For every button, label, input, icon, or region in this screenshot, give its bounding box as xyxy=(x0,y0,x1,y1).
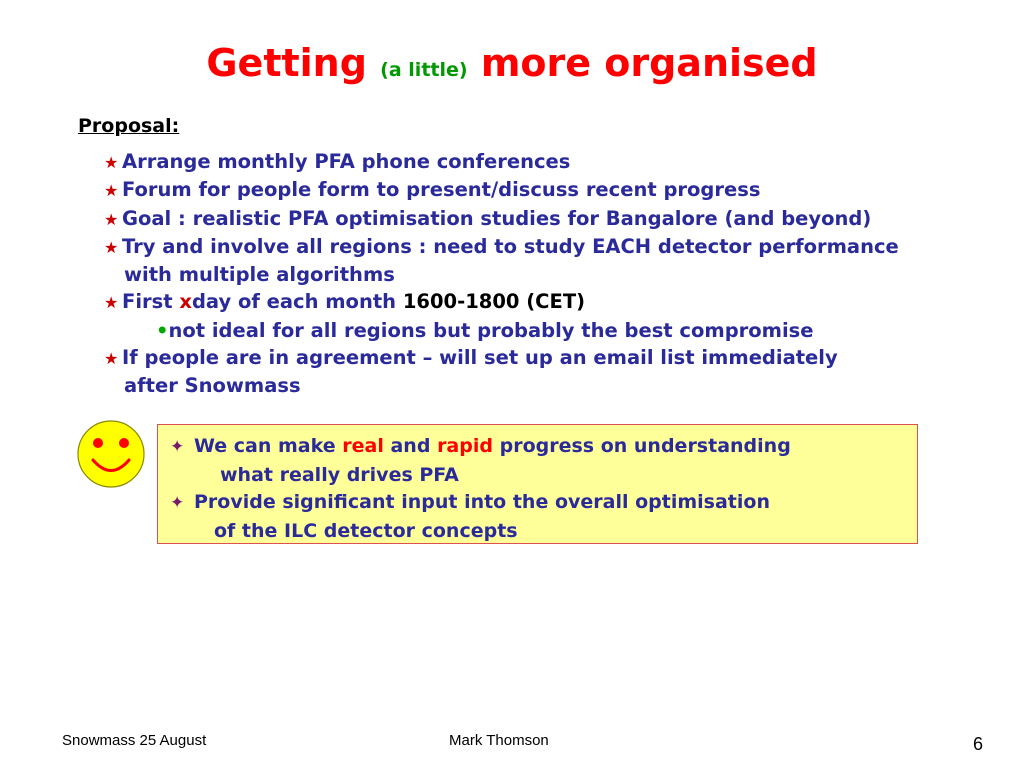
slide-title xyxy=(0,40,1024,93)
box-text: We can make xyxy=(194,435,336,457)
bullet-text: Forum for people form to present/discuss recent progress xyxy=(122,178,761,202)
footer-left: Snowmass 25 August xyxy=(62,732,207,749)
bullet-continuation: with multiple algorithms xyxy=(124,263,395,287)
bullet-text: Goal : realistic PFA optimisation studies for Bangalore (and beyond) xyxy=(122,206,872,230)
bullet-text: Arrange monthly PFA phone conferences xyxy=(122,150,571,173)
dot-icon: • xyxy=(156,318,169,342)
proposal-bullet-list xyxy=(104,148,1024,400)
box-item xyxy=(170,489,907,518)
box-text-rapid: rapid xyxy=(437,435,493,457)
star-icon: ★ xyxy=(104,181,119,201)
title-part1: Getting xyxy=(206,41,367,85)
star-icon: ★ xyxy=(104,237,119,257)
bullet-item xyxy=(104,148,1024,176)
box-continuation: what really drives PFA xyxy=(220,463,459,486)
box-item xyxy=(170,433,907,462)
slide-number: 6 xyxy=(973,734,984,754)
bullet-item xyxy=(104,288,1024,316)
title-part2: more organised xyxy=(480,41,818,85)
sparkle-icon: ✦ xyxy=(170,493,185,513)
bullet-text-rest: day of each month xyxy=(191,290,397,314)
bullet-item xyxy=(104,344,1024,372)
star-icon: ★ xyxy=(104,153,119,172)
sub-bullet-text: not ideal for all regions but probably the best compromise xyxy=(168,318,814,342)
bullet-text-time: 1600-1800 (CET) xyxy=(402,290,586,314)
bullet-item xyxy=(104,205,1024,233)
star-icon: ★ xyxy=(104,293,119,313)
star-icon: ★ xyxy=(104,209,119,229)
sparkle-icon: ✦ xyxy=(170,437,185,457)
highlight-box xyxy=(157,424,918,544)
box-text: and xyxy=(390,435,431,457)
bullet-continuation: after Snowmass xyxy=(124,374,301,398)
footer-author: Mark Thomson xyxy=(449,732,549,749)
bullet-text: If people are in agreement – will set up an email list immediately xyxy=(122,346,838,370)
smiley-face-icon xyxy=(76,419,146,489)
title-small: (a little) xyxy=(380,59,468,81)
bullet-item xyxy=(104,176,1024,204)
box-text: progress on understanding xyxy=(499,435,791,457)
star-icon: ★ xyxy=(104,349,119,369)
box-text: Provide significant input into the overall optimisation xyxy=(194,491,770,513)
bullet-item xyxy=(104,233,1024,261)
sub-bullet-item xyxy=(104,317,1024,344)
proposal-heading: Proposal: xyxy=(78,115,180,137)
bullet-text-first: First xyxy=(122,290,173,314)
box-text-real: real xyxy=(342,435,384,457)
bullet-text: Try and involve all regions : need to study EACH detector performance xyxy=(122,234,899,258)
bullet-text-x: x xyxy=(179,290,192,314)
box-continuation: of the ILC detector concepts xyxy=(214,519,518,542)
